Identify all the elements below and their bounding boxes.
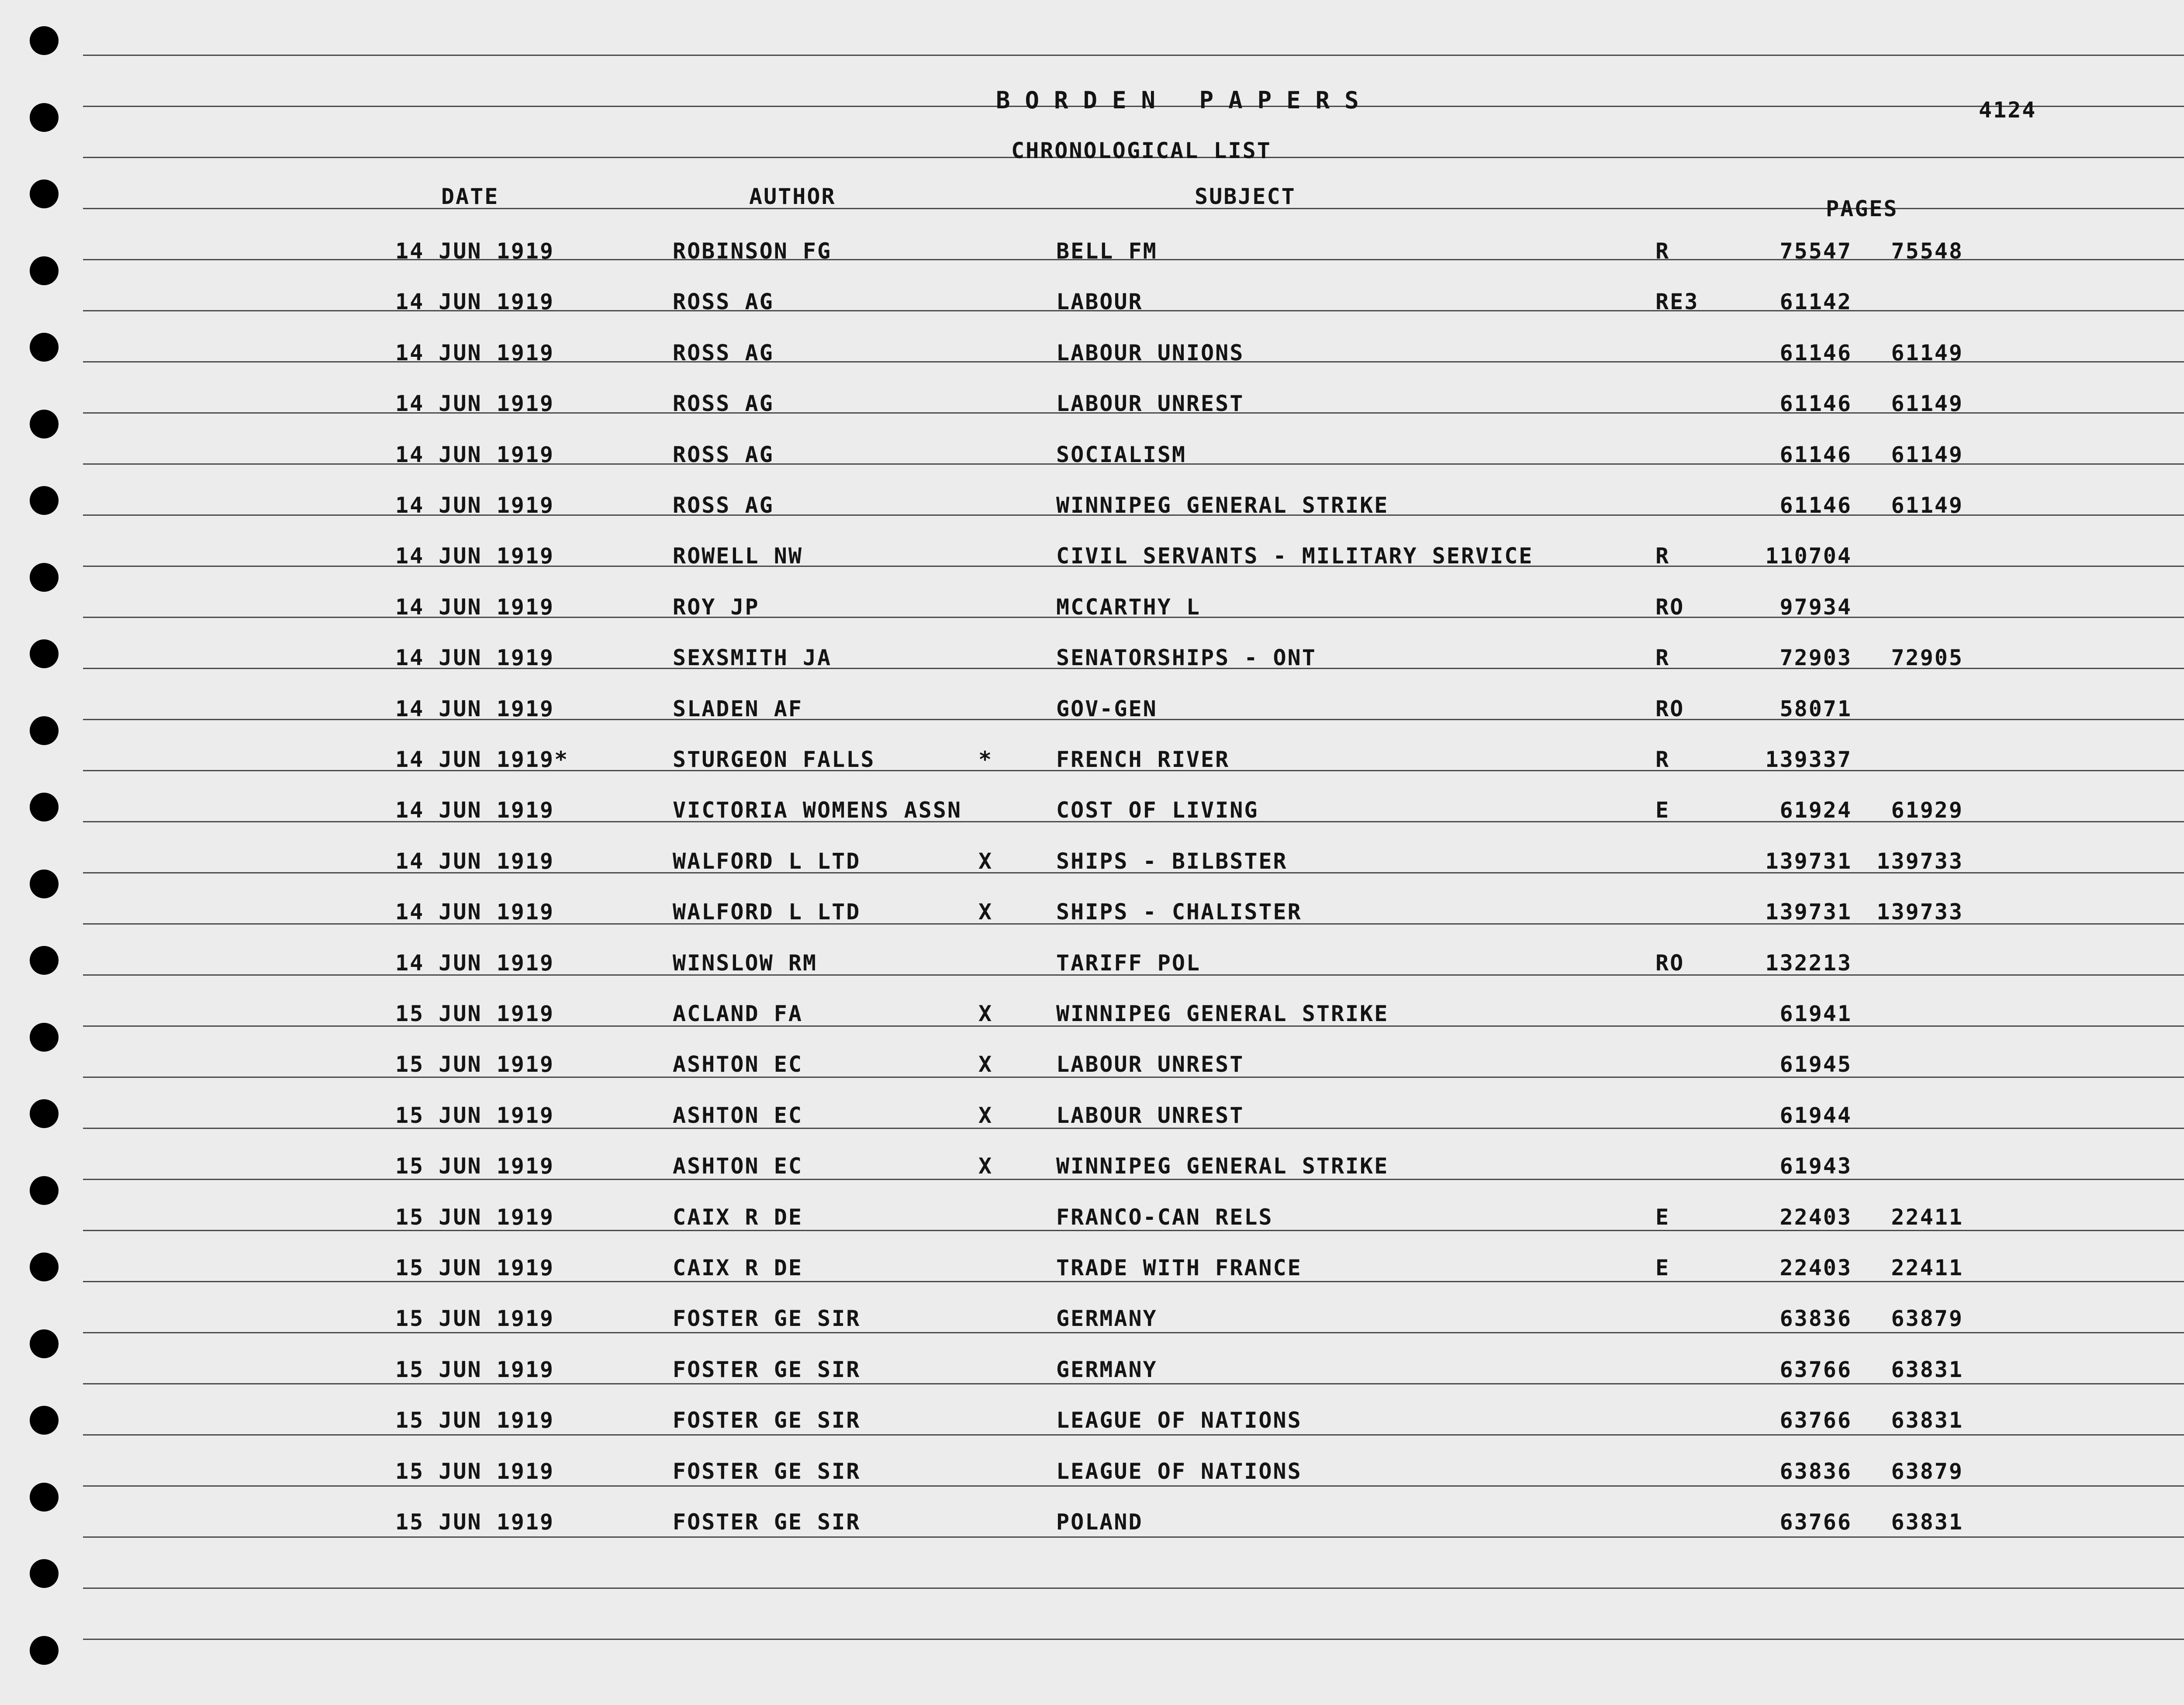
entry-page-start: 61945 — [1780, 1052, 1852, 1077]
entry-page-start: 22403 — [1780, 1255, 1852, 1280]
entry-page-start: 75547 — [1780, 238, 1852, 264]
entry-date: 15 JUN 1919 — [395, 1408, 555, 1433]
entry-code: E — [1655, 797, 1670, 823]
entry-page-end: 61149 — [1891, 442, 1963, 467]
feed-hole — [30, 179, 59, 208]
entry-subject: SOCIALISM — [1056, 442, 1186, 467]
entry-page-end: 61929 — [1891, 797, 1963, 823]
entry-date: 14 JUN 1919 — [395, 696, 555, 721]
entry-subject: TARIFF POL — [1056, 950, 1201, 976]
entry-page-end: 63831 — [1891, 1408, 1963, 1433]
entry-flag: X — [978, 1001, 993, 1026]
entry-page-start: 22403 — [1780, 1205, 1852, 1230]
entry-author: FOSTER GE SIR — [673, 1357, 861, 1382]
table-row — [0, 390, 2184, 417]
entry-author: FOSTER GE SIR — [673, 1509, 861, 1535]
entry-author: ROY JP — [673, 594, 760, 620]
entry-page-start: 63766 — [1780, 1509, 1852, 1535]
entry-page-start: 61944 — [1780, 1103, 1852, 1128]
entry-author: ASHTON EC — [673, 1103, 803, 1128]
entry-author: WINSLOW RM — [673, 950, 818, 976]
table-row — [0, 289, 2184, 315]
entry-date: 14 JUN 1919 — [395, 238, 555, 264]
entry-subject: GERMANY — [1056, 1306, 1158, 1331]
ruled-line — [83, 1639, 2184, 1640]
page-number: 4124 — [1979, 97, 2037, 123]
table-row — [0, 899, 2184, 925]
entry-date: 14 JUN 1919 — [395, 442, 555, 467]
feed-hole — [30, 1636, 59, 1665]
entry-subject: LABOUR UNIONS — [1056, 340, 1244, 366]
entry-author: VICTORIA WOMENS ASSN — [673, 797, 962, 823]
entry-page-start: 61146 — [1780, 442, 1852, 467]
entry-flag: X — [978, 1052, 993, 1077]
entry-page-start: 139731 — [1765, 849, 1852, 874]
ruled-line — [83, 1383, 2184, 1384]
entry-subject: MCCARTHY L — [1056, 594, 1201, 620]
table-row — [0, 1356, 2184, 1383]
ruled-line — [83, 1588, 2184, 1589]
entry-subject: POLAND — [1056, 1509, 1143, 1535]
table-row — [0, 1153, 2184, 1179]
table-row — [0, 1051, 2184, 1077]
table-row — [0, 645, 2184, 671]
feed-hole — [30, 1329, 59, 1358]
entry-code: R — [1655, 645, 1670, 670]
table-row — [0, 238, 2184, 264]
entry-subject: CIVIL SERVANTS - MILITARY SERVICE — [1056, 543, 1534, 569]
entry-author: ACLAND FA — [673, 1001, 803, 1026]
entry-code: RO — [1655, 696, 1685, 721]
table-row — [0, 1204, 2184, 1230]
entry-author: ROWELL NW — [673, 543, 803, 569]
feed-hole — [30, 103, 59, 132]
entry-subject: LABOUR UNREST — [1056, 1052, 1244, 1077]
entry-subject: SHIPS - BILBSTER — [1056, 849, 1288, 874]
entry-date: 14 JUN 1919 — [395, 543, 555, 569]
entry-code: RO — [1655, 594, 1685, 620]
entry-page-start: 61146 — [1780, 340, 1852, 366]
entry-author: STURGEON FALLS — [673, 747, 875, 772]
table-row — [0, 848, 2184, 874]
entry-date: 14 JUN 1919 — [395, 289, 555, 314]
entry-date: 15 JUN 1919 — [395, 1001, 555, 1026]
entry-subject: WINNIPEG GENERAL STRIKE — [1056, 1153, 1389, 1179]
entry-subject: GERMANY — [1056, 1357, 1158, 1382]
column-header-subject: SUBJECT — [1195, 184, 1296, 209]
entry-page-start: 110704 — [1765, 543, 1852, 569]
entry-page-end: 72905 — [1891, 645, 1963, 670]
entry-code: RE3 — [1655, 289, 1699, 314]
entry-page-start: 63836 — [1780, 1306, 1852, 1331]
feed-hole — [30, 1176, 59, 1205]
entry-subject: LEAGUE OF NATIONS — [1056, 1459, 1302, 1484]
entry-subject: WINNIPEG GENERAL STRIKE — [1056, 493, 1389, 518]
entry-date: 14 JUN 1919 — [395, 493, 555, 518]
entry-page-end: 139733 — [1876, 849, 1963, 874]
entry-page-start: 61924 — [1780, 797, 1852, 823]
entry-page-start: 61943 — [1780, 1153, 1852, 1179]
entry-author: ROSS AG — [673, 391, 774, 416]
feed-hole — [30, 26, 59, 55]
entry-page-start: 58071 — [1780, 696, 1852, 721]
table-row — [0, 442, 2184, 468]
table-row — [0, 1407, 2184, 1433]
entry-code: R — [1655, 747, 1670, 772]
entry-subject: LABOUR UNREST — [1056, 391, 1244, 416]
entry-date: 15 JUN 1919 — [395, 1357, 555, 1382]
entry-date: 15 JUN 1919 — [395, 1052, 555, 1077]
entry-flag: X — [978, 1103, 993, 1128]
entry-page-start: 61941 — [1780, 1001, 1852, 1026]
entry-date: 14 JUN 1919 — [395, 950, 555, 976]
entry-page-end: 61149 — [1891, 391, 1963, 416]
entry-page-end: 139733 — [1876, 899, 1963, 925]
entry-page-end: 22411 — [1891, 1255, 1963, 1280]
entry-page-end: 61149 — [1891, 340, 1963, 366]
entry-author: ROSS AG — [673, 289, 774, 314]
entry-page-start: 97934 — [1780, 594, 1852, 620]
table-row — [0, 696, 2184, 722]
ruled-line — [83, 1536, 2184, 1538]
entry-page-end: 63831 — [1891, 1357, 1963, 1382]
entry-author: WALFORD L LTD — [673, 899, 861, 925]
entry-author: SLADEN AF — [673, 696, 803, 721]
entry-date: 14 JUN 1919 — [395, 849, 555, 874]
entry-subject: GOV-GEN — [1056, 696, 1158, 721]
entry-subject: COST OF LIVING — [1056, 797, 1259, 823]
entry-page-end: 63879 — [1891, 1306, 1963, 1331]
entry-author: FOSTER GE SIR — [673, 1408, 861, 1433]
table-row — [0, 543, 2184, 569]
entry-date: 15 JUN 1919 — [395, 1255, 555, 1280]
column-header-author: AUTHOR — [749, 184, 836, 209]
entry-flag: * — [978, 747, 993, 772]
table-row — [0, 1255, 2184, 1281]
entry-date: 14 JUN 1919* — [395, 747, 569, 772]
entry-date: 15 JUN 1919 — [395, 1509, 555, 1535]
table-row — [0, 1305, 2184, 1332]
entry-author: SEXSMITH JA — [673, 645, 832, 670]
entry-author: ROSS AG — [673, 340, 774, 366]
entry-code: RO — [1655, 950, 1685, 976]
entry-page-start: 61142 — [1780, 289, 1852, 314]
ruled-line — [83, 1281, 2184, 1282]
entry-date: 15 JUN 1919 — [395, 1103, 555, 1128]
entry-page-end: 61149 — [1891, 493, 1963, 518]
entry-date: 14 JUN 1919 — [395, 594, 555, 620]
entry-page-end: 75548 — [1891, 238, 1963, 264]
entry-page-end: 63879 — [1891, 1459, 1963, 1484]
table-row — [0, 950, 2184, 976]
entry-author: CAIX R DE — [673, 1205, 803, 1230]
entry-page-start: 61146 — [1780, 391, 1852, 416]
ruled-line — [83, 1434, 2184, 1436]
entry-author: ROSS AG — [673, 442, 774, 467]
entry-code: E — [1655, 1255, 1670, 1280]
entry-author: FOSTER GE SIR — [673, 1306, 861, 1331]
entry-subject: LEAGUE OF NATIONS — [1056, 1408, 1302, 1433]
entry-author: ASHTON EC — [673, 1052, 803, 1077]
table-row — [0, 340, 2184, 366]
entry-date: 15 JUN 1919 — [395, 1306, 555, 1331]
entry-flag: X — [978, 849, 993, 874]
table-row — [0, 1509, 2184, 1535]
entry-author: CAIX R DE — [673, 1255, 803, 1280]
entry-page-end: 63831 — [1891, 1509, 1963, 1535]
entry-page-start: 132213 — [1765, 950, 1852, 976]
entry-date: 14 JUN 1919 — [395, 797, 555, 823]
entry-page-start: 72903 — [1780, 645, 1852, 670]
entry-author: ASHTON EC — [673, 1153, 803, 1179]
entry-author: WALFORD L LTD — [673, 849, 861, 874]
ruled-line — [83, 1485, 2184, 1487]
ruled-line — [83, 1332, 2184, 1333]
feed-hole — [30, 1023, 59, 1052]
entry-page-start: 139731 — [1765, 899, 1852, 925]
entry-date: 15 JUN 1919 — [395, 1205, 555, 1230]
document-subtitle: CHRONOLOGICAL LIST — [1011, 138, 1272, 163]
entry-author: ROSS AG — [673, 493, 774, 518]
table-row — [0, 594, 2184, 620]
feed-hole — [30, 1559, 59, 1588]
entry-date: 15 JUN 1919 — [395, 1153, 555, 1179]
column-header-pages: PAGES — [1826, 196, 1898, 221]
entry-code: E — [1655, 1205, 1670, 1230]
table-row — [0, 1001, 2184, 1027]
entry-author: ROBINSON FG — [673, 238, 832, 264]
entry-subject: SENATORSHIPS - ONT — [1056, 645, 1317, 670]
feed-hole — [30, 1483, 59, 1512]
entry-page-end: 22411 — [1891, 1205, 1963, 1230]
entry-page-start: 63836 — [1780, 1459, 1852, 1484]
entry-date: 14 JUN 1919 — [395, 391, 555, 416]
entry-date: 14 JUN 1919 — [395, 645, 555, 670]
entry-subject: WINNIPEG GENERAL STRIKE — [1056, 1001, 1389, 1026]
column-header-date: DATE — [441, 184, 499, 209]
entry-date: 15 JUN 1919 — [395, 1459, 555, 1484]
ruled-line — [83, 55, 2184, 56]
entry-subject: SHIPS - CHALISTER — [1056, 899, 1302, 925]
entry-date: 14 JUN 1919 — [395, 340, 555, 366]
entry-subject: FRENCH RIVER — [1056, 747, 1230, 772]
table-row — [0, 797, 2184, 823]
entry-page-start: 61146 — [1780, 493, 1852, 518]
entry-subject: LABOUR — [1056, 289, 1143, 314]
entry-flag: X — [978, 899, 993, 925]
entry-code: R — [1655, 543, 1670, 569]
entry-subject: LABOUR UNREST — [1056, 1103, 1244, 1128]
entry-code: R — [1655, 238, 1670, 264]
entry-subject: BELL FM — [1056, 238, 1158, 264]
entry-author: FOSTER GE SIR — [673, 1459, 861, 1484]
entry-page-start: 139337 — [1765, 747, 1852, 772]
entry-flag: X — [978, 1153, 993, 1179]
table-row — [0, 1458, 2184, 1484]
entry-page-start: 63766 — [1780, 1408, 1852, 1433]
table-row — [0, 1102, 2184, 1129]
table-row — [0, 746, 2184, 773]
entry-subject: FRANCO-CAN RELS — [1056, 1205, 1273, 1230]
entry-subject: TRADE WITH FRANCE — [1056, 1255, 1302, 1280]
document-title: BORDEN PAPERS — [996, 86, 1374, 114]
table-row — [0, 492, 2184, 518]
entry-page-start: 63766 — [1780, 1357, 1852, 1382]
entry-date: 14 JUN 1919 — [395, 899, 555, 925]
